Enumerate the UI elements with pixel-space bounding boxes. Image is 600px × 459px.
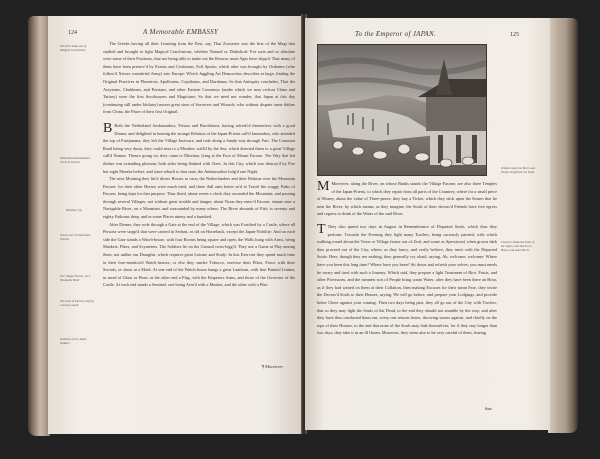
paragraph: M Moreover, along the River, on whose Banks stands the Village Facone, are also three Temples of the Japan-Priests, to which they repair from all parts of the Countrey, where for a small piece of Money, about the value of Three-pence, they buy a Ticket, which they stick upon the Stones that lie near the River; by which means, as they imagine, the Souls of their deceas'd Friends have free egress and regress to drink of the Water of the said River. bbox=[317, 179, 497, 217]
left-page-edges bbox=[28, 16, 50, 436]
margin-note: The Gate of Facone, kept by a strong Guard bbox=[60, 299, 94, 307]
drop-cap: T bbox=[317, 221, 326, 237]
right-page-body bbox=[317, 180, 497, 337]
engraving-illustration bbox=[318, 45, 486, 175]
running-head-left: A Memorable EMBASSY bbox=[143, 28, 219, 36]
margin-note: Who first made use of Magical Conclusions bbox=[60, 44, 87, 52]
paragraph: After Dinner, they rode through a Gate at the end of the Village, which was Fortified by a Castle, where all Persons were stopp'd that were carried in Sedans, or rid on Horseback, except the Japan-Nobility: And on each side the Gate stands a Watch-house, with four Rooms being square and open; the Walls hung with Arms, being Muskets, Pikes, and Scymeters. The Soldiers lie on the Ground cross-legg'd. They use a Game at Play among them, not unlike our Draughts, which requires great Leisure and Study: In this Exercise they spend much time in their fore-mention'd Watch-houses; or else they smoke Tobacco, exercise their Pikes, Fence with their Swords, or shoot at a Mark. At one end of the Watch-house hangs a great Lanthorn, with fine Painted Linnen, in stead of Glass or Horn: at the other end a Flag, with the Emperors Arms, and those of the Governor of the Castle. At each end stands a Sentinel, one being Arm'd with a Musket, and the other with a Pike. bbox=[103, 221, 295, 288]
margin-note: Missima City bbox=[66, 208, 82, 212]
margin-note: Pastimes of the Japan Soldiers bbox=[60, 337, 87, 345]
left-page bbox=[48, 16, 303, 434]
right-page bbox=[305, 18, 550, 430]
margin-note: Netherland Ambassadors travel to Facone bbox=[60, 156, 91, 164]
engraving-plate bbox=[317, 44, 487, 176]
paragraph: The Greeks having all their Learning from the East, say, That Zoroaster was the first of the Magi that studied and brought to light Magical Conclusions, whether Natural or Diabolical: For such and so absolute were some of their Positions, that not being able to make out the Reason, must Ages have slipp'd. That many of them have been preserv'd by Ezreus and Cerdonius, Evil Spirits; which after was brought by Osthanes (who follow'd Xerxes wonderful Army) into Europe: Which Juggling Art Democritus describes at large, finding the Original Practices in Phoenicia, Apollonius, Copidonus, and Dardanus: So that Antiquity concludes, That the Assyrians, Chaldeans, and Persians, and other Eastern Countreys (under which we may reckon China and Tartary) were the first Soothsayers and Magicians: So that we need not wonder, that Japan at this day (continuing still under Idolatry) nurses great store of Sorcerers and Wizards, who without dispute came thither from China, the Place of their first Original. bbox=[103, 41, 295, 115]
paragraph: B Both the Netherland Ambassadors, Frisius and Brookhorst, having refresh'd themselves with a good Dinner, and delighted in hearing the strange Relation of the Japan-Priests call'd Jammabos, who attended the top of Fusijamma, they left the Village Jusiwara, and rode along a Sandy-way through Furi. The Common Road being very dusty, they could near to a Meadow wall'd by the Sea, which directed them to a great Village call'd Numas. Thence going on, they came to Missima, lying at the Foot of Mount Facone. The Way that led thither was extending pleasant, both sides being flanked with Trees. In this City, which was destroy'd by Fire but eight Months before, and since rebuilt to that state, the Ambassadors lodg'd one Night. bbox=[103, 120, 295, 174]
right-page-edges bbox=[548, 18, 578, 433]
margin-note: Feast for Departed Souls of the Japan, and Torches to Honor and make Merry bbox=[501, 240, 535, 252]
catchword-right: that bbox=[485, 406, 492, 411]
open-book bbox=[20, 10, 580, 440]
paragraph: The next Morning they hir'd divers Horses to carry the Netherlanders and their Retinue over the Mountain Facone: for their other Horses were much tired, and these dull ones better us'd to Travel the craggy Paths of Facone, being kept for that purpose. Thus fitted, about seven a clock they ascended the Mountain; and passing through several Villages, not without great trouble and danger, about Noon they enter'd Facone, situate near a Navigable River, on a Mountain, and surrounded by many others: The River abounds of Fish, is seventy and eighty Fathoms deep, and in some Places ninety and a hundred. bbox=[103, 176, 295, 220]
margin-note: Temples upon the River, and Tickets bought for the Souls bbox=[501, 166, 535, 174]
catchword-left: ¶ Moreover bbox=[262, 364, 283, 369]
margin-note: Travel over the Mountain Facone bbox=[60, 233, 91, 241]
drop-cap: B bbox=[103, 120, 113, 136]
page-number-right: 125 bbox=[510, 32, 519, 38]
page-number-left: 124 bbox=[68, 30, 77, 36]
margin-note: The Village Facone, on a Navigable River bbox=[60, 274, 91, 282]
left-page-body bbox=[103, 40, 295, 289]
paragraph: T They also spend two days in August in Remembrance of Departed Souls, which thus they perform: Towards the Evening they light many Torches, being curiously painted, with which walking round about the Town or Village (some out of Zeal, and some as Spectators) when grown dark they proceed out of the City, where, as they fancy, and verily believe, they meet with the Departed Souls: Here, though they see nothing, they generally cry aloud, saying, Ah, welcome, welcome: Where have you been this long time? Where have you been? Sit down and refresh your selves; you must needs be weary and tired with such a Journey. Which said, they prepare a light Treatment of Rice, Fruits, and other Provisions, and the meanest sort of People bring warm Water, after they have been there an Hour, as if they had waited on them at their Collation, then making Excuses for their mean Fare, they invite the Deceas'd Souls to their Houses, saying, We will go before, and prepare your Lodgings, and provide better Cheer against your coming. Then two days being past, they all go out of the City with Torches, that so they may light the Souls of the Dead, to the end they should not stumble by the way; and after they have thus conducted them out, every one returns home, throwing stones against, and chiefly on the tops of their Houses, to the end that none of the Souls may hide themselves; for if they stay longer than two days, they take it as an ill Omen. Moreover, they seem also to be very careful of them, fearing bbox=[317, 221, 497, 336]
drop-cap: M bbox=[317, 179, 330, 194]
running-head-right: To the Emperor of JAPAN. bbox=[355, 30, 437, 38]
